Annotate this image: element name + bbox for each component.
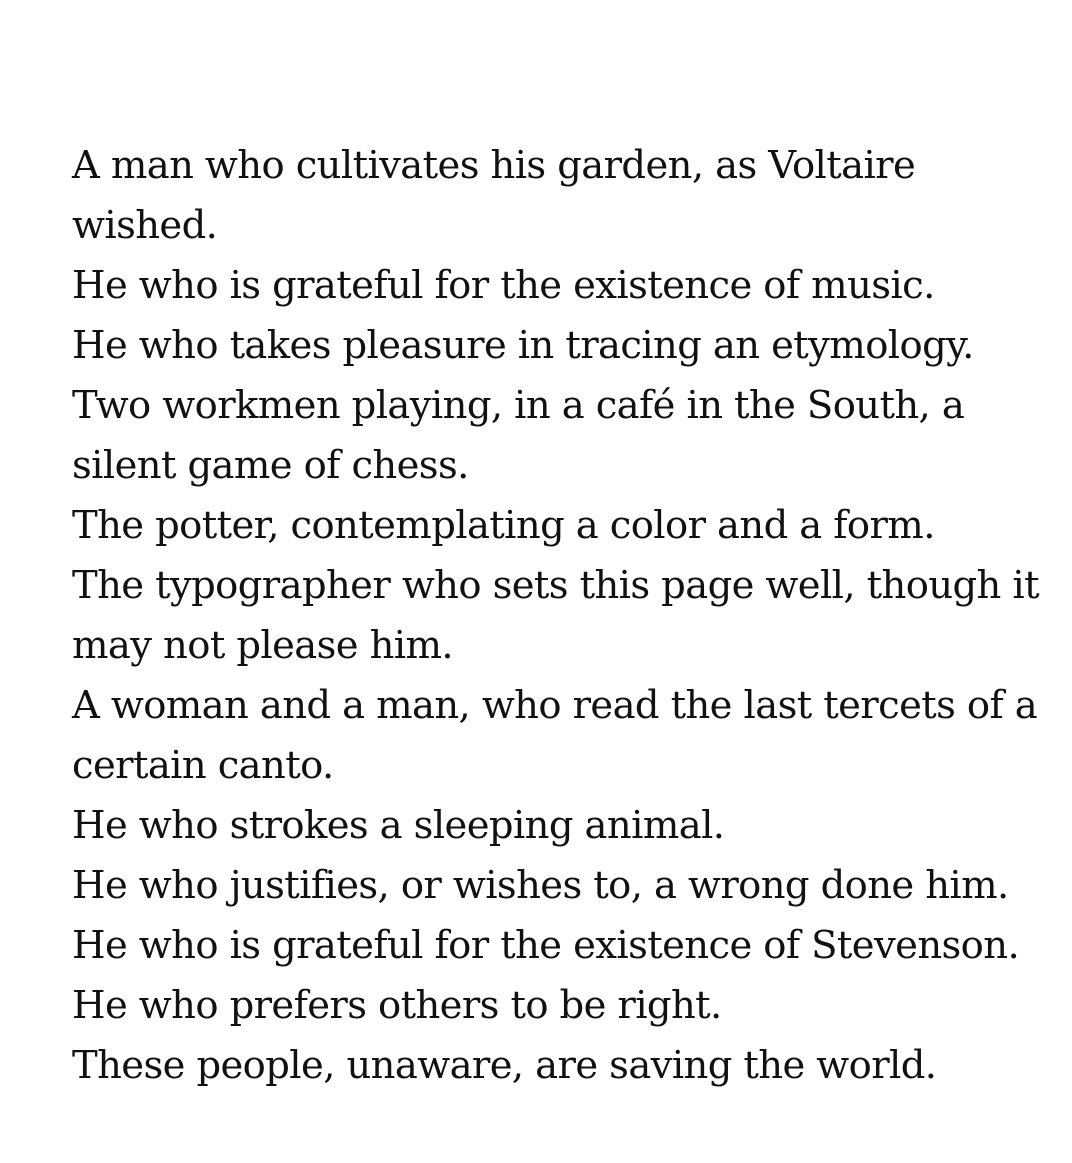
poem-line: He who is grateful for the existence of Stevenson. xyxy=(72,923,1020,968)
poem-line: He who strokes a sleeping animal. xyxy=(72,803,725,848)
poem-line: He who takes pleasure in tracing an etymology. xyxy=(72,323,974,368)
poem-line: A man who cultivates his garden, as Voltaire wished. xyxy=(72,143,916,248)
poem-line: The typographer who sets this page well, though it may not please him. xyxy=(72,563,1039,668)
poem-line: The potter, contemplating a color and a form. xyxy=(72,503,935,548)
poem-line: He who is grateful for the existence of music. xyxy=(72,263,935,308)
poem-line: He who justifies, or wishes to, a wrong done him. xyxy=(72,863,1009,908)
poem-text xyxy=(72,136,1062,1096)
poem-line: Two workmen playing, in a café in the South, a silent game of chess. xyxy=(72,383,965,488)
poem-line: A woman and a man, who read the last tercets of a certain canto. xyxy=(72,683,1038,788)
poem-line: He who prefers others to be right. xyxy=(72,983,722,1028)
poem-line: These people, unaware, are saving the world. xyxy=(72,1043,937,1088)
